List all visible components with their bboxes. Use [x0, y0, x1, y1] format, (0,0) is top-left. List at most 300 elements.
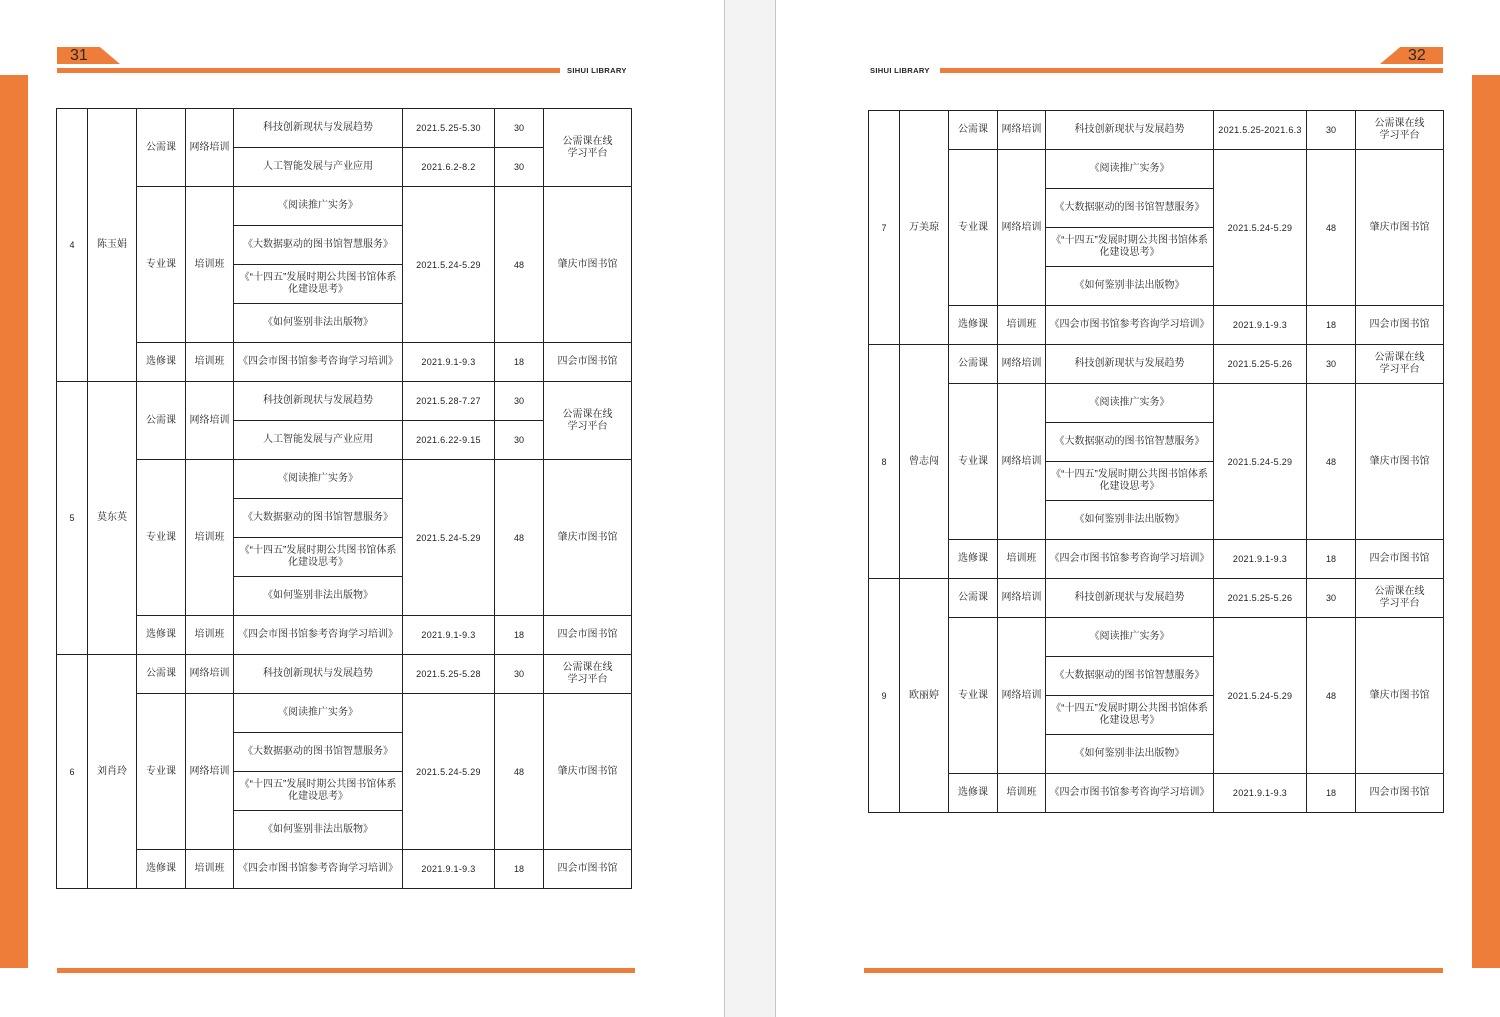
cell-course-type — [949, 774, 998, 813]
cell-course-type-text: 选修课 — [146, 863, 176, 874]
cell-course-name-text: 科技创新现状与发展趋势 — [1074, 124, 1185, 135]
cell-training-date — [403, 421, 495, 460]
cell-course-type-text: 专业课 — [958, 221, 988, 233]
cell-training-format — [186, 616, 234, 655]
cell-training-date — [403, 616, 495, 655]
cell-training-institution-text: 肇庆市图书馆 — [557, 531, 618, 543]
cell-serial-no — [869, 579, 900, 813]
cell-training-format — [998, 111, 1046, 150]
cell-training-institution — [544, 343, 632, 382]
cell-serial-no — [57, 109, 88, 382]
table-row — [869, 384, 1444, 423]
table-row — [57, 655, 632, 694]
cell-course-type — [137, 109, 186, 187]
table-row — [57, 616, 632, 655]
cell-training-institution-text: 公需课在线学习平台 — [562, 408, 613, 432]
cell-training-institution-text: 公需课在线学习平台 — [1374, 118, 1425, 141]
cell-credit-hours — [495, 850, 544, 889]
cell-course-type-text: 公需课 — [958, 358, 988, 369]
cell-course-name — [1046, 345, 1214, 384]
cell-course-name-text: 《四会市图书馆参考咨询学习培训》 — [1049, 553, 1210, 564]
cell-course-name-text: 《“十四五”发展时期公共图书馆体系化建设思考》 — [239, 779, 397, 802]
cell-course-name — [234, 421, 403, 460]
cell-course-type-text: 专业课 — [958, 455, 988, 467]
cell-serial-no-text: 7 — [881, 222, 887, 233]
cell-training-date-text: 2021.6.22-9.15 — [416, 435, 481, 445]
cell-course-type — [949, 618, 998, 774]
cell-course-name-text: 《阅读推广实务》 — [1089, 397, 1170, 408]
cell-credit-hours-text: 18 — [513, 630, 524, 640]
cell-course-name-text: 科技创新现状与发展趋势 — [1074, 358, 1185, 369]
cell-training-institution — [544, 109, 632, 187]
cell-credit-hours — [495, 148, 544, 187]
cell-credit-hours-text: 18 — [513, 357, 524, 367]
cell-course-name-text: 《大数据驱动的图书馆智慧服务》 — [243, 239, 393, 250]
cell-training-date — [1214, 579, 1307, 618]
cell-course-name-text: 《阅读推广实务》 — [1089, 631, 1170, 642]
cell-serial-no-text: 5 — [69, 513, 75, 523]
cell-credit-hours-text: 30 — [513, 669, 524, 679]
cell-credit-hours — [1307, 774, 1356, 813]
cell-credit-hours-text: 30 — [513, 396, 524, 406]
page-left — [0, 0, 724, 1017]
cell-credit-hours — [495, 187, 544, 343]
cell-credit-hours-text: 30 — [1325, 125, 1336, 135]
cell-course-name-text: 《如何鉴别非法出版物》 — [1074, 748, 1185, 759]
cell-training-institution — [1356, 384, 1444, 540]
cell-credit-hours — [495, 109, 544, 148]
cell-training-format — [998, 306, 1046, 345]
cell-credit-hours — [1307, 384, 1356, 540]
cell-training-institution-text: 肇庆市图书馆 — [1369, 689, 1430, 701]
cell-course-name — [1046, 267, 1214, 306]
cell-course-name-text: 《“十四五”发展时期公共图书馆体系化建设思考》 — [239, 545, 397, 568]
cell-trainee-name — [900, 579, 949, 813]
cell-trainee-name — [88, 109, 137, 382]
table-row — [57, 694, 632, 733]
cell-training-date-text: 2021.5.24-5.29 — [416, 259, 481, 270]
cell-course-name — [1046, 462, 1214, 501]
cell-training-date-text: 2021.5.25-5.26 — [1227, 593, 1293, 603]
cell-training-format-text: 网络培训 — [189, 765, 230, 777]
cell-course-type-text: 专业课 — [146, 258, 176, 270]
cell-training-format-text: 网络培训 — [1001, 592, 1042, 603]
cell-training-institution-text: 四会市图书馆 — [557, 629, 618, 640]
cell-credit-hours-text: 48 — [513, 766, 524, 777]
cell-training-date — [403, 148, 495, 187]
cell-course-name — [234, 811, 403, 850]
cell-training-date — [1214, 384, 1307, 540]
cell-credit-hours — [495, 616, 544, 655]
cell-course-type-text: 公需课 — [146, 414, 176, 426]
table-body — [57, 109, 632, 889]
cell-course-type — [137, 616, 186, 655]
cell-training-date — [1214, 540, 1307, 579]
cell-training-format — [186, 850, 234, 889]
training-record-table — [868, 110, 1444, 813]
cell-course-name — [1046, 228, 1214, 267]
cell-course-name-text: 人工智能发展与产业应用 — [263, 434, 373, 445]
cell-trainee-name-text: 刘肖玲 — [97, 765, 127, 777]
cell-serial-no — [57, 655, 88, 889]
cell-course-type-text: 公需课 — [146, 141, 176, 153]
cell-training-date — [1214, 306, 1307, 345]
cell-credit-hours — [1307, 306, 1356, 345]
cell-credit-hours — [1307, 111, 1356, 150]
cell-trainee-name — [88, 382, 137, 655]
cell-course-name — [234, 616, 403, 655]
table-row — [869, 618, 1444, 657]
cell-serial-no-text: 9 — [881, 690, 887, 701]
cell-training-date — [403, 343, 495, 382]
book-spine-gutter — [724, 0, 776, 1017]
cell-training-date — [1214, 345, 1307, 384]
cell-training-date-text: 2021.5.28-7.27 — [416, 396, 481, 406]
cell-serial-no-text: 4 — [69, 240, 75, 250]
table-row — [869, 345, 1444, 384]
cell-trainee-name-text: 欧丽婷 — [909, 689, 939, 701]
cell-training-format-text: 培训班 — [194, 863, 225, 874]
cell-course-type-text: 选修课 — [146, 629, 176, 640]
cell-training-date-text: 2021.9.1-9.3 — [421, 864, 476, 874]
cell-course-name — [234, 850, 403, 889]
cell-training-format-text: 网络培训 — [1001, 124, 1042, 135]
cell-credit-hours-text: 48 — [1325, 456, 1336, 467]
side-accent-bar-left — [0, 75, 28, 968]
cell-serial-no — [869, 111, 900, 345]
cell-training-format-text: 培训班 — [1006, 319, 1037, 330]
cell-training-format-text: 网络培训 — [189, 668, 230, 679]
cell-trainee-name — [900, 111, 949, 345]
cell-course-name-text: 《“十四五”发展时期公共图书馆体系化建设思考》 — [239, 272, 397, 295]
cell-training-format-text: 培训班 — [194, 258, 225, 270]
cell-training-institution — [544, 616, 632, 655]
cell-course-name-text: 《如何鉴别非法出版物》 — [1074, 280, 1185, 291]
cell-course-name-text: 科技创新现状与发展趋势 — [263, 395, 373, 406]
cell-course-type — [949, 579, 998, 618]
cell-training-format — [998, 345, 1046, 384]
cell-course-name-text: 《“十四五”发展时期公共图书馆体系化建设思考》 — [1051, 235, 1208, 258]
cell-training-format — [186, 343, 234, 382]
cell-course-name-text: 《如何鉴别非法出版物》 — [263, 590, 373, 601]
cell-course-name — [234, 733, 403, 772]
cell-training-date-text: 2021.5.25-5.26 — [1227, 359, 1293, 369]
cell-course-name — [234, 499, 403, 538]
cell-course-type-text: 选修课 — [958, 787, 988, 798]
cell-credit-hours — [495, 421, 544, 460]
cell-training-format-text: 网络培训 — [1001, 221, 1042, 233]
cell-course-type — [949, 345, 998, 384]
cell-course-name-text: 《大数据驱动的图书馆智慧服务》 — [1054, 670, 1205, 681]
cell-course-name-text: 《四会市图书馆参考咨询学习培训》 — [238, 863, 398, 874]
cell-course-name-text: 《如何鉴别非法出版物》 — [1074, 514, 1185, 525]
cell-course-name — [1046, 735, 1214, 774]
cell-training-format — [186, 694, 234, 850]
cell-course-type — [949, 384, 998, 540]
cell-course-name — [1046, 696, 1214, 735]
cell-course-name — [1046, 111, 1214, 150]
cell-training-format — [998, 150, 1046, 306]
cell-training-date-text: 2021.9.1-9.3 — [421, 357, 476, 367]
cell-course-name — [234, 304, 403, 343]
table-row — [57, 343, 632, 382]
cell-training-institution — [1356, 345, 1444, 384]
cell-trainee-name-text: 莫东英 — [97, 512, 127, 523]
cell-credit-hours — [1307, 345, 1356, 384]
cell-course-type — [137, 382, 186, 460]
cell-course-type-text: 专业课 — [146, 765, 176, 777]
cell-training-date — [403, 850, 495, 889]
cell-course-name-text: 《大数据驱动的图书馆智慧服务》 — [1054, 202, 1205, 213]
cell-credit-hours-text: 30 — [513, 123, 524, 133]
cell-training-date — [403, 187, 495, 343]
cell-course-name-text: 《四会市图书馆参考咨询学习培训》 — [238, 356, 398, 367]
cell-training-institution-text: 肇庆市图书馆 — [557, 258, 618, 270]
cell-credit-hours — [495, 694, 544, 850]
cell-course-name-text: 人工智能发展与产业应用 — [263, 161, 373, 172]
cell-training-format — [186, 109, 234, 187]
cell-training-date-text: 2021.9.1-9.3 — [421, 630, 476, 640]
cell-training-institution-text: 肇庆市图书馆 — [1369, 455, 1430, 467]
cell-training-date-text: 2021.5.24-5.29 — [416, 766, 481, 777]
cell-course-name — [234, 382, 403, 421]
cell-training-date — [1214, 774, 1307, 813]
cell-trainee-name-text: 万美琼 — [909, 221, 939, 233]
cell-credit-hours-text: 30 — [1325, 359, 1336, 369]
table-row — [869, 150, 1444, 189]
cell-training-date-text: 2021.5.24-5.29 — [1227, 690, 1293, 701]
table-row — [57, 109, 632, 148]
cell-credit-hours — [1307, 618, 1356, 774]
page-number-tab — [57, 47, 120, 64]
cell-course-name — [234, 109, 403, 148]
cell-course-type — [137, 460, 186, 616]
cell-training-institution-text: 公需课在线学习平台 — [1374, 352, 1425, 375]
cell-course-name — [1046, 540, 1214, 579]
cell-training-institution-text: 肇庆市图书馆 — [1369, 221, 1430, 233]
cell-course-name-text: 《如何鉴别非法出版物》 — [263, 824, 373, 835]
cell-training-institution — [1356, 306, 1444, 345]
cell-training-date-text: 2021.5.24-5.29 — [1227, 456, 1293, 467]
cell-course-type-text: 选修课 — [146, 356, 176, 367]
cell-training-date-text: 2021.5.24-5.29 — [416, 532, 481, 543]
cell-course-name-text: 科技创新现状与发展趋势 — [263, 122, 373, 133]
cell-course-name-text: 《四会市图书馆参考咨询学习培训》 — [1049, 319, 1210, 330]
cell-course-name-text: 《阅读推广实务》 — [278, 707, 358, 718]
cell-trainee-name — [88, 655, 137, 889]
cell-course-name-text: 《如何鉴别非法出版物》 — [263, 317, 373, 328]
side-accent-bar-right — [1472, 75, 1500, 968]
table-row — [869, 774, 1444, 813]
cell-credit-hours-text: 30 — [513, 435, 524, 445]
cell-course-name — [1046, 657, 1214, 696]
cell-training-institution — [544, 382, 632, 460]
cell-serial-no-text: 8 — [881, 456, 887, 467]
header-rule — [940, 68, 1443, 73]
cell-training-institution-text: 四会市图书馆 — [1369, 553, 1430, 564]
cell-training-format — [186, 382, 234, 460]
cell-course-type — [949, 540, 998, 579]
cell-course-type-text: 公需课 — [958, 592, 988, 603]
cell-training-format-text: 网络培训 — [1001, 358, 1042, 369]
cell-course-name-text: 科技创新现状与发展趋势 — [1074, 592, 1185, 603]
table-row — [869, 111, 1444, 150]
cell-training-format — [998, 618, 1046, 774]
cell-course-type — [949, 111, 998, 150]
table-row — [57, 187, 632, 226]
cell-training-institution-text: 四会市图书馆 — [1369, 319, 1430, 330]
cell-training-date — [403, 655, 495, 694]
cell-course-type-text: 公需课 — [958, 124, 988, 135]
cell-course-name — [1046, 306, 1214, 345]
cell-course-name-text: 《四会市图书馆参考咨询学习培训》 — [1049, 787, 1210, 798]
cell-course-name — [1046, 189, 1214, 228]
cell-training-format-text: 培训班 — [194, 629, 225, 640]
cell-course-name-text: 科技创新现状与发展趋势 — [263, 668, 373, 679]
cell-training-date-text: 2021.5.24-5.29 — [1227, 222, 1293, 233]
cell-training-date — [403, 109, 495, 148]
cell-training-format — [998, 579, 1046, 618]
cell-training-date — [403, 382, 495, 421]
footer-rule — [57, 968, 635, 973]
cell-credit-hours-text: 48 — [1325, 222, 1336, 233]
cell-training-date-text: 2021.6.2-8.2 — [421, 162, 476, 172]
table-row — [57, 850, 632, 889]
cell-course-name — [1046, 384, 1214, 423]
cell-course-type-text: 选修课 — [958, 553, 988, 564]
cell-training-date — [1214, 150, 1307, 306]
cell-course-type — [949, 306, 998, 345]
cell-course-type — [137, 694, 186, 850]
cell-credit-hours-text: 48 — [1325, 690, 1336, 701]
cell-training-institution — [1356, 540, 1444, 579]
table-row — [869, 540, 1444, 579]
header-library-label: SIHUI LIBRARY — [870, 66, 930, 75]
cell-serial-no-text: 6 — [69, 766, 75, 777]
page-number: 31 — [70, 47, 88, 64]
cell-course-type — [949, 150, 998, 306]
cell-credit-hours — [1307, 579, 1356, 618]
cell-credit-hours-text: 48 — [513, 532, 524, 543]
cell-training-institution-text: 四会市图书馆 — [557, 863, 618, 874]
cell-training-format — [186, 187, 234, 343]
cell-training-format-text: 网络培训 — [189, 414, 230, 426]
page-number: 32 — [1408, 47, 1426, 64]
table-row — [869, 579, 1444, 618]
cell-course-name — [234, 226, 403, 265]
cell-course-name — [1046, 501, 1214, 540]
cell-course-name — [1046, 423, 1214, 462]
cell-course-name — [234, 772, 403, 811]
cell-course-name-text: 《大数据驱动的图书馆智慧服务》 — [243, 746, 393, 757]
cell-course-name-text: 《阅读推广实务》 — [278, 200, 358, 211]
cell-credit-hours-text: 30 — [1325, 593, 1336, 603]
cell-training-date-text: 2021.5.25-5.28 — [416, 669, 481, 679]
cell-training-date-text: 2021.9.1-9.3 — [1232, 788, 1288, 798]
cell-training-institution-text: 四会市图书馆 — [1369, 787, 1430, 798]
cell-course-name — [234, 265, 403, 304]
cell-training-date-text: 2021.9.1-9.3 — [1232, 320, 1288, 330]
cell-credit-hours-text: 30 — [513, 162, 524, 172]
cell-course-name — [1046, 579, 1214, 618]
cell-training-date — [403, 460, 495, 616]
header-rule — [57, 68, 560, 73]
cell-training-institution — [1356, 150, 1444, 306]
table-row — [869, 306, 1444, 345]
cell-training-institution — [544, 187, 632, 343]
footer-rule — [864, 968, 1443, 973]
cell-training-format-text: 培训班 — [194, 356, 225, 367]
cell-course-type — [137, 850, 186, 889]
cell-credit-hours — [1307, 540, 1356, 579]
cell-training-institution-text: 公需课在线学习平台 — [562, 662, 613, 685]
cell-training-institution — [544, 694, 632, 850]
cell-training-format — [186, 460, 234, 616]
cell-training-format-text: 培训班 — [1006, 787, 1037, 798]
cell-course-type — [137, 343, 186, 382]
cell-course-type — [137, 187, 186, 343]
cell-course-type — [137, 655, 186, 694]
cell-training-date-text: 2021.5.25-2021.6.3 — [1218, 125, 1302, 135]
header-library-label: SIHUI LIBRARY — [567, 66, 627, 75]
cell-credit-hours — [1307, 150, 1356, 306]
table-row — [57, 460, 632, 499]
table-body — [869, 111, 1444, 813]
cell-credit-hours — [495, 343, 544, 382]
cell-training-format-text: 培训班 — [1006, 553, 1037, 564]
cell-training-date — [403, 694, 495, 850]
cell-credit-hours — [495, 382, 544, 421]
cell-training-institution — [1356, 618, 1444, 774]
cell-course-name-text: 《“十四五”发展时期公共图书馆体系化建设思考》 — [1051, 469, 1208, 492]
cell-course-name-text: 《阅读推广实务》 — [278, 473, 358, 484]
training-record-table — [56, 108, 632, 889]
cell-training-format-text: 培训班 — [194, 531, 225, 543]
cell-course-type-text: 专业课 — [958, 689, 988, 701]
cell-training-institution — [1356, 579, 1444, 618]
cell-course-name — [1046, 618, 1214, 657]
table-row — [57, 382, 632, 421]
cell-training-institution — [1356, 774, 1444, 813]
cell-course-name — [1046, 150, 1214, 189]
cell-course-name — [234, 187, 403, 226]
cell-training-institution — [544, 655, 632, 694]
cell-training-date — [1214, 618, 1307, 774]
cell-credit-hours-text: 18 — [1325, 788, 1336, 798]
cell-credit-hours-text: 18 — [1325, 554, 1336, 564]
cell-training-format — [998, 384, 1046, 540]
cell-credit-hours — [495, 655, 544, 694]
cell-credit-hours-text: 48 — [513, 259, 524, 270]
cell-serial-no — [869, 345, 900, 579]
cell-trainee-name — [900, 345, 949, 579]
cell-training-institution — [544, 460, 632, 616]
cell-training-institution-text: 公需课在线学习平台 — [562, 135, 613, 159]
cell-training-date — [1214, 111, 1307, 150]
cell-course-name-text: 《阅读推广实务》 — [1089, 163, 1170, 174]
cell-training-date-text: 2021.5.25-5.30 — [416, 123, 481, 133]
cell-course-name-text: 《“十四五”发展时期公共图书馆体系化建设思考》 — [1051, 703, 1208, 726]
cell-training-format — [186, 655, 234, 694]
cell-course-name — [234, 343, 403, 382]
cell-serial-no — [57, 382, 88, 655]
cell-course-type-text: 公需课 — [146, 668, 176, 679]
cell-training-format-text: 网络培训 — [1001, 689, 1042, 701]
cell-credit-hours — [495, 460, 544, 616]
cell-course-name-text: 《大数据驱动的图书馆智慧服务》 — [243, 512, 393, 523]
cell-credit-hours-text: 18 — [513, 864, 524, 874]
cell-course-name — [234, 460, 403, 499]
